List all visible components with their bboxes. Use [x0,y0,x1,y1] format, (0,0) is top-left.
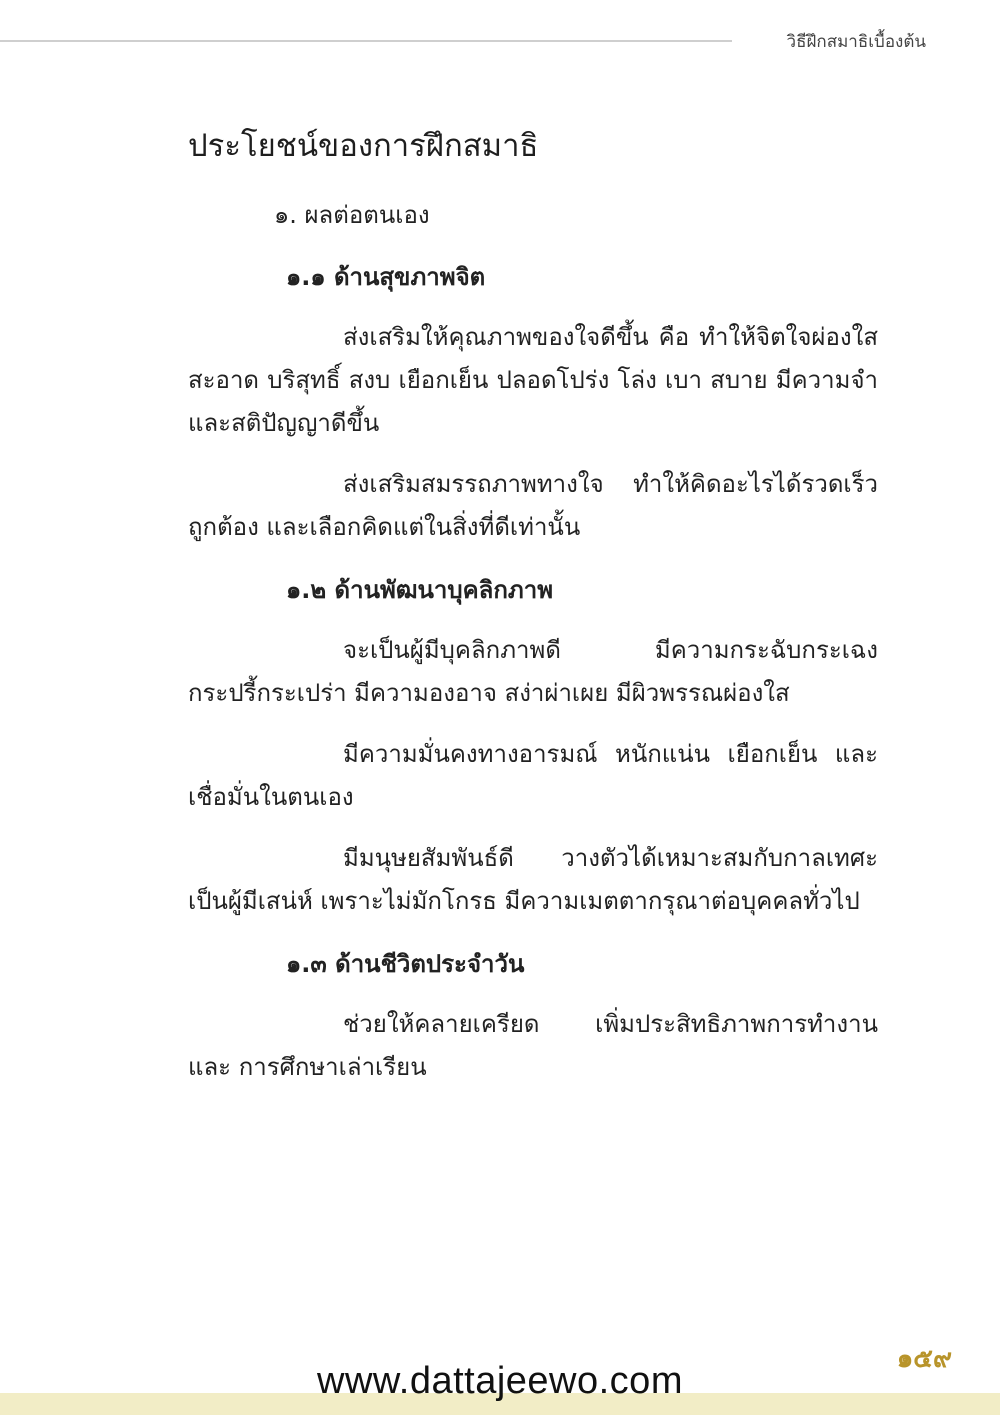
paragraph: มีความมั่นคงทางอารมณ์ หนักแน่น เยือกเย็น และ เชื่อมั่นในตนเอง [188,740,878,811]
paragraph: ส่งเสริมให้คุณภาพของใจดีขึ้น คือ ทำให้จิตใจผ่องใส สะอาด บริสุทธิ์ สงบ เยือกเย็น ปลอดโปร่ง โล่ง เบา สบาย มีความจำ และสติปัญญาดีขึ้น [188,323,878,437]
watermark-url: www.dattajeewo.com [317,1360,683,1402]
heading-1-3: ๑.๓ ด้านชีวิตประจำวัน [286,950,525,978]
page-number: ๑๕๙ [896,1344,952,1374]
header-rule [0,40,732,42]
paragraph: จะเป็นผู้มีบุคลิกภาพดี มีความกระฉับกระเฉง กระปรี้กระเปร่า มีความองอาจ สง่าผ่าเผย มีผิวพรรณผ่องใส [188,636,878,707]
heading-1-1: ๑.๑ ด้านสุขภาพจิต [286,263,486,291]
page-content [188,122,878,1107]
running-head: วิธีฝึกสมาธิเบื้องต้น [786,32,926,52]
paragraph: ส่งเสริมสมรรถภาพทางใจ ทำให้คิดอะไรได้รวดเร็ว ถูกต้อง และเลือกคิดแต่ในสิ่งที่ดีเท่านั้น [188,470,878,541]
paragraph: ช่วยให้คลายเครียด เพิ่มประสิทธิภาพการทำงาน และ การศึกษาเล่าเรียน [188,1010,878,1081]
section-title: ประโยชน์ของการฝึกสมาธิ [188,128,539,164]
paragraph: มีมนุษยสัมพันธ์ดี วางตัวได้เหมาะสมกับกาลเทศะ เป็นผู้มีเสน่ห์ เพราะไม่มักโกรธ มีความเมตตากรุณาต่อบุคคลทั่วไป [188,844,878,915]
heading-1-2: ๑.๒ ด้านพัฒนาบุคลิกภาพ [286,576,554,604]
heading-1: ๑. ผลต่อตนเอง [274,201,430,229]
